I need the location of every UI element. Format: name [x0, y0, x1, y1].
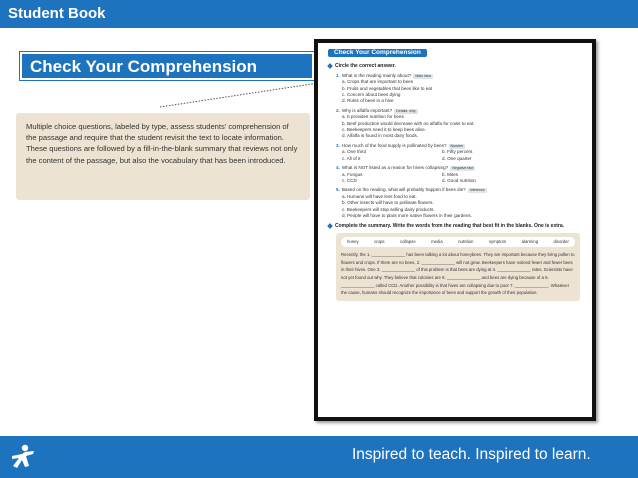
answer-options	[336, 114, 584, 140]
brand-logo-icon	[8, 442, 38, 472]
word-bank	[341, 237, 575, 247]
textbook-page-preview	[314, 39, 596, 421]
answer-option[interactable]: d. One quarter	[442, 155, 472, 161]
section-banner-label: Check Your Comprehension	[30, 57, 258, 76]
word-bank-item: nutrition	[458, 238, 474, 244]
question-list	[328, 73, 584, 220]
question-item	[336, 187, 584, 219]
answer-option[interactable]: c. Beekeepers will stop selling dairy products.	[342, 206, 435, 212]
word-bank-item: alarming	[521, 238, 539, 244]
summary-directions: Complete the summary. Write the words from the reading that best fit in the blanks. One is extra.	[328, 223, 584, 229]
answer-options	[342, 149, 584, 162]
word-bank-item: disorder	[553, 238, 569, 244]
summary-text: Recently, the 1. ______________ has been talking a lot about honeybees. They are important because they bring pollen to flowers and crops. If there are no bees, 2. ______________ will not grow. Beekeepers have noticed fewer and fewer bees in their hives. One 3. ______________ of this problem is that bees are dying at 4. ______________ rates. Scientists have not yet found out why. They believe that colonies are 5. ______________ and bees are dying because of a 6. ______________ called CCD. Another possibility is that hives are collapsing due to poor 7. ______________. Whatever the cause, humans should recognize the importance of bees and support the growth of their population.	[341, 252, 575, 296]
answer-option[interactable]: c. Concern about bees dying	[342, 92, 401, 98]
question-type-tag: Details: why	[396, 108, 416, 113]
answer-option[interactable]: c. All of it	[342, 155, 361, 161]
question-number: 4.	[336, 165, 340, 171]
description-text: Multiple choice questions, labeled by type, assess students' comprehension of the passage and require that the student revisit the text to locate information. These questions are followed by a fill-in-the-blank summary that reviews not only the content of the passage, but also the vocabulary that has been introduced.	[26, 122, 298, 165]
question-item	[336, 165, 584, 184]
answer-options	[342, 172, 584, 185]
question-text: How much of the food supply is pollinated by bees?	[341, 142, 447, 148]
question-item	[336, 73, 584, 105]
question-number: 3.	[336, 142, 340, 148]
answer-option[interactable]: b. Fifty percent	[442, 149, 473, 155]
answer-option[interactable]: d. Good nutrition	[442, 177, 476, 183]
word-bank-item: honey	[347, 238, 359, 244]
question-number: 5.	[336, 187, 340, 193]
answer-option[interactable]: b. Beef production would decrease with no alfalfa for cows to eat.	[342, 120, 475, 126]
question-text: What is the reading mainly about?	[341, 72, 412, 78]
description-panel	[16, 113, 310, 200]
summary-panel	[336, 233, 580, 301]
answer-option[interactable]: a. It provides nutrition for bees.	[342, 114, 406, 120]
mc-directions: Circle the correct answer.	[328, 63, 584, 69]
word-bank-item: crops	[374, 238, 385, 244]
answer-option[interactable]: a. One third	[342, 149, 367, 155]
question-item	[336, 108, 584, 140]
word-bank-item: media	[431, 238, 443, 244]
word-bank-item: collapse	[399, 238, 416, 244]
question-text: Based on the reading, what will probably happen if bees die?	[341, 187, 466, 193]
answer-option[interactable]: a. Crops that are important to bees	[342, 79, 413, 85]
answer-option[interactable]: d. People will have to plant more native flowers in their gardens.	[342, 212, 472, 218]
answer-option[interactable]: d. Roles of bees in a hive	[342, 98, 394, 104]
header-title: Student Book	[8, 5, 106, 22]
answer-option[interactable]: b. Other insects will have to pollinate flowers.	[342, 200, 434, 206]
answer-option[interactable]: b. Mites	[442, 171, 459, 177]
question-type-tag: Negative fact	[452, 166, 474, 171]
answer-options	[336, 79, 584, 105]
question-number: 2.	[336, 107, 340, 113]
answer-option[interactable]: c. Beekeepers need it to keep bees alive.	[342, 127, 427, 133]
question-type-tag: Number	[450, 143, 464, 148]
answer-option[interactable]: b. Fruits and vegetables that bees like to eat	[342, 85, 433, 91]
answer-option[interactable]: c. CCD	[342, 177, 357, 183]
answer-option[interactable]: a. Fungus	[342, 171, 363, 177]
diamond-bullet-icon	[327, 63, 333, 69]
question-type-tag: Inference	[469, 188, 485, 193]
answer-option[interactable]: d. Alfalfa is found in most dairy foods.	[342, 133, 419, 139]
section-banner	[20, 52, 314, 80]
word-bank-item: symptom	[488, 238, 507, 244]
question-type-tag: Main idea	[415, 73, 431, 78]
question-number: 1.	[336, 72, 340, 78]
footer-tagline: Inspired to teach. Inspired to learn.	[352, 446, 591, 463]
question-text: Why is alfalfa important?	[341, 107, 393, 113]
question-item	[336, 143, 584, 162]
answer-option[interactable]: a. Humans will have less food to eat.	[342, 193, 417, 199]
page-title: Check Your Comprehension	[328, 49, 427, 57]
answer-options	[336, 194, 584, 220]
diamond-bullet-icon	[327, 223, 333, 229]
question-text: What is NOT listed as a reason for hives collapsing?	[341, 165, 449, 171]
